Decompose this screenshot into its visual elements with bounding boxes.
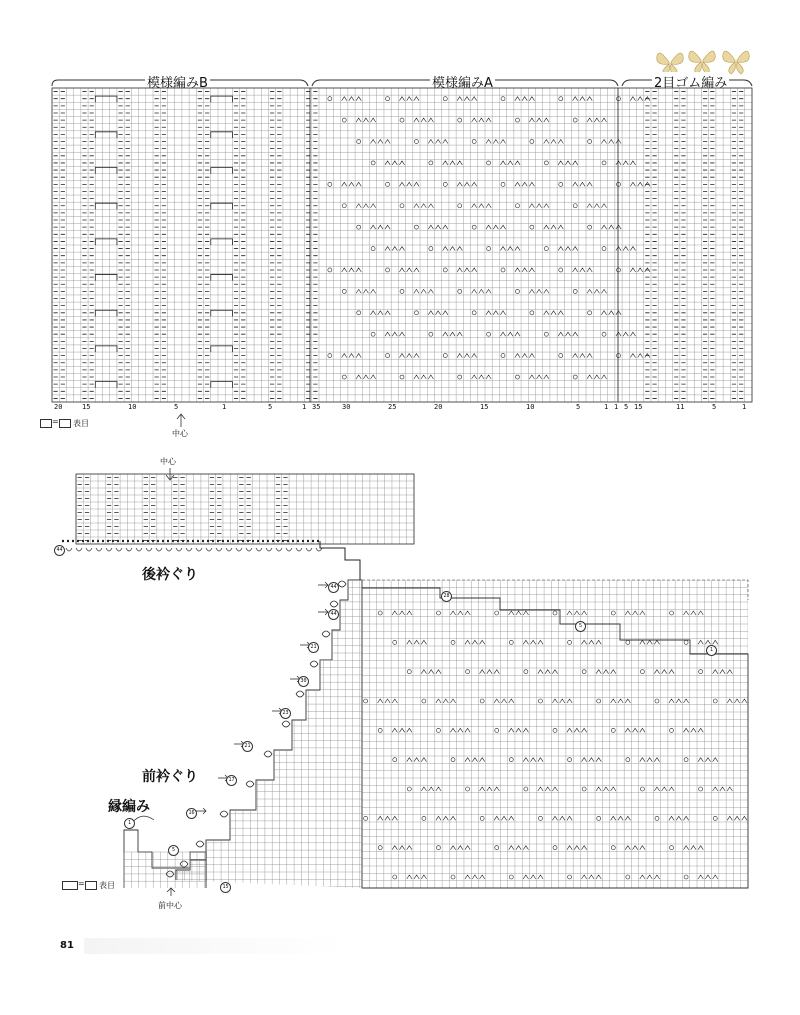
col-num: 1 [614, 403, 619, 411]
row-marker: 5 [168, 845, 179, 856]
pattern-b-label: 模様編みB [145, 72, 210, 91]
col-num: 35 [312, 403, 321, 411]
col-num: 5 [576, 403, 581, 411]
col-num: 30 [342, 403, 351, 411]
row-marker: 17 [226, 775, 237, 786]
row-marker: 28 [441, 591, 452, 602]
row-marker: 30 [298, 676, 309, 687]
col-num: 20 [434, 403, 443, 411]
row-marker: 15 [220, 882, 231, 893]
col-num: 15 [634, 403, 643, 411]
row-marker: 1 [124, 818, 135, 829]
legend-text: 表目 [99, 881, 115, 890]
col-num: 15 [82, 403, 91, 411]
col-num: 1 [604, 403, 609, 411]
border-label: 縁編み [108, 799, 150, 815]
page-number: 81 [60, 940, 74, 951]
row-marker: 1 [706, 645, 717, 656]
col-num: 5 [268, 403, 273, 411]
row-marker: 21 [308, 642, 319, 653]
lower-center-label: 中心 [160, 457, 176, 466]
row-marker: 23 [280, 708, 291, 719]
back-neck-label: 後衿ぐり [142, 567, 198, 583]
row-marker: 21 [242, 741, 253, 752]
col-num: 10 [526, 403, 535, 411]
legend-text: 表目 [73, 419, 89, 428]
col-num: 5 [624, 403, 629, 411]
footer-bar [84, 938, 344, 954]
front-neck-label: 前衿ぐり [142, 769, 198, 785]
row-marker: 5 [575, 621, 586, 632]
row-marker: 16 [186, 808, 197, 819]
front-center-label: 前中心 [158, 901, 182, 910]
rib-label: 2目ゴム編み [652, 72, 729, 91]
row-marker: 44 [328, 609, 339, 620]
col-num: 5 [712, 403, 717, 411]
col-num: 10 [128, 403, 137, 411]
col-num: 11 [676, 403, 685, 411]
col-num: 20 [54, 403, 63, 411]
col-num: 1 [742, 403, 747, 411]
col-num: 1 [222, 403, 227, 411]
col-num: 15 [480, 403, 489, 411]
col-num: 25 [388, 403, 397, 411]
col-num: 5 [174, 403, 179, 411]
pattern-a-label: 模様編みA [430, 72, 495, 91]
row-marker: 44 [328, 582, 339, 593]
col-num: 1 [302, 403, 307, 411]
top-center-label: 中心 [172, 429, 188, 438]
row-marker: 44 [54, 545, 65, 556]
